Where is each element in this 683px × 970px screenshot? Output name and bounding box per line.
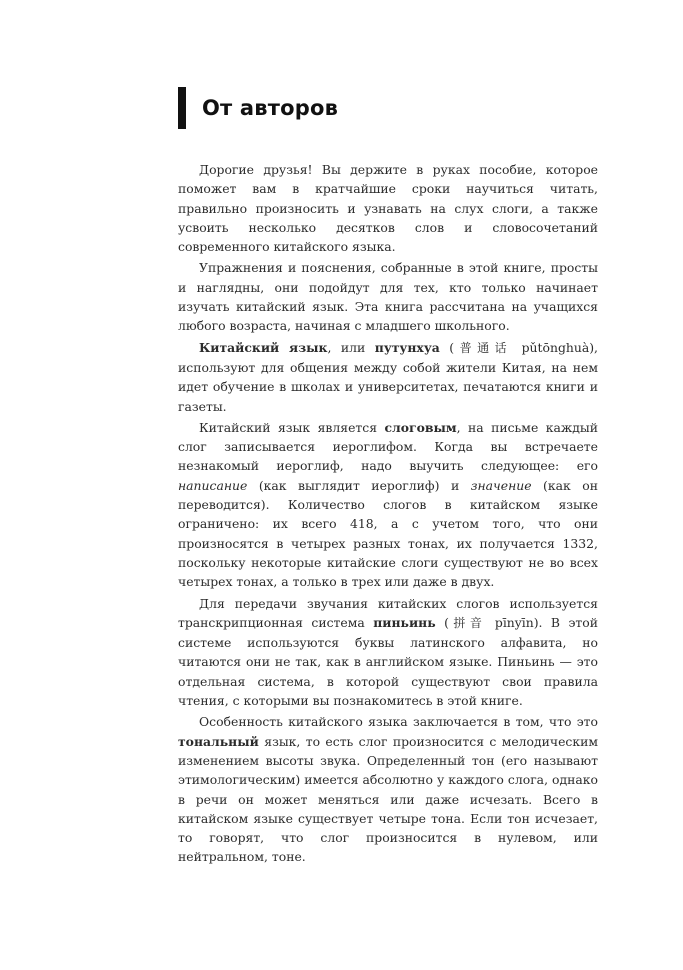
chapter-body: [178, 160, 598, 867]
text-run: Особенность китайского языка заключается в том, что это: [199, 714, 598, 730]
chapter-title: От авторов: [202, 96, 339, 120]
text-run: pīnyīn). В этой системе используются буквы латинского алфавита, но читаются они не так, как в английском языке. Пиньинь — это отдельная система, в которой существуют свои правила чтения, с которыми вы познакомитесь в этой книге.: [178, 614, 598, 709]
text-run: (: [435, 614, 449, 630]
term-tonal: тональный: [178, 733, 259, 749]
paragraph-3: [178, 338, 598, 416]
chapter-heading: [178, 87, 338, 129]
paragraph-1: Дорогие друзья! Вы держите в руках пособие, которое поможет вам в кратчайшие сроки научиться читать, правильно произносить и узнавать на слух слоги, а также усвоить несколько десятков слов и словосочетаний современного китайского языка.: [178, 162, 598, 255]
hanzi-putonghua: 普通话: [454, 340, 513, 355]
text-run: язык, то есть слог произносится с мелодическим изменением высоты звука. Определенный тон (его называют этимологическим) имеется абсолютно у каждого слога, однако в речи он может меняться или даже исчезать. Всего в китайском языке существует четыре тона. Если тон исчезает, то говорят, что слог произносится в нулевом, или нейтральном, тоне.: [178, 733, 598, 865]
text-run: (как он переводится). Количество слогов в китайском языке ограничено: их всего 418, а с учетом того, что они произносятся в четырех разных тонах, их получается 1332, поскольку некоторые китайские слоги существуют не во всех четырех тонах, а только в трех или даже в двух.: [178, 477, 598, 590]
term-meaning: значение: [470, 477, 532, 493]
heading-bar-marker: [178, 87, 186, 129]
text-run: Для передачи звучания китайских слогов используется транскрипционная система: [178, 595, 598, 630]
paragraph-6: [178, 712, 598, 866]
paragraph-5: [178, 594, 598, 711]
text-run: (как выглядит иероглиф) и: [247, 477, 471, 493]
text-run: (: [439, 339, 455, 355]
text-run: pǔtōnghuà), используют для общения между собой жители Китая, на нем идет обучение в школах и университетах, печатаются книги и газеты.: [178, 339, 598, 414]
text-run: , на письме каждый слог записывается иероглифом. Когда вы встречаете незнакомый иероглиф, надо выучить следующее: его: [178, 419, 598, 474]
term-syllabic: слоговым: [384, 419, 457, 435]
term-writing: написание: [178, 477, 248, 493]
term-pinyin: пиньинь: [373, 614, 436, 630]
term-chinese-language: Китайский язык: [199, 339, 328, 355]
text-run: , или: [327, 339, 375, 355]
paragraph-2: Упражнения и пояснения, собранные в этой книге, просты и наглядны, они подойдут для тех, кто только начинает изучать китайский язык. Эта книга рассчитана на учащихся любого возраста, начиная с младшего школьного.: [178, 260, 598, 334]
term-putonghua: путунхуа: [374, 339, 440, 355]
text-run: Китайский язык является: [199, 419, 385, 435]
hanzi-pinyin: 拼音: [448, 615, 487, 630]
paragraph-4: [178, 418, 598, 592]
